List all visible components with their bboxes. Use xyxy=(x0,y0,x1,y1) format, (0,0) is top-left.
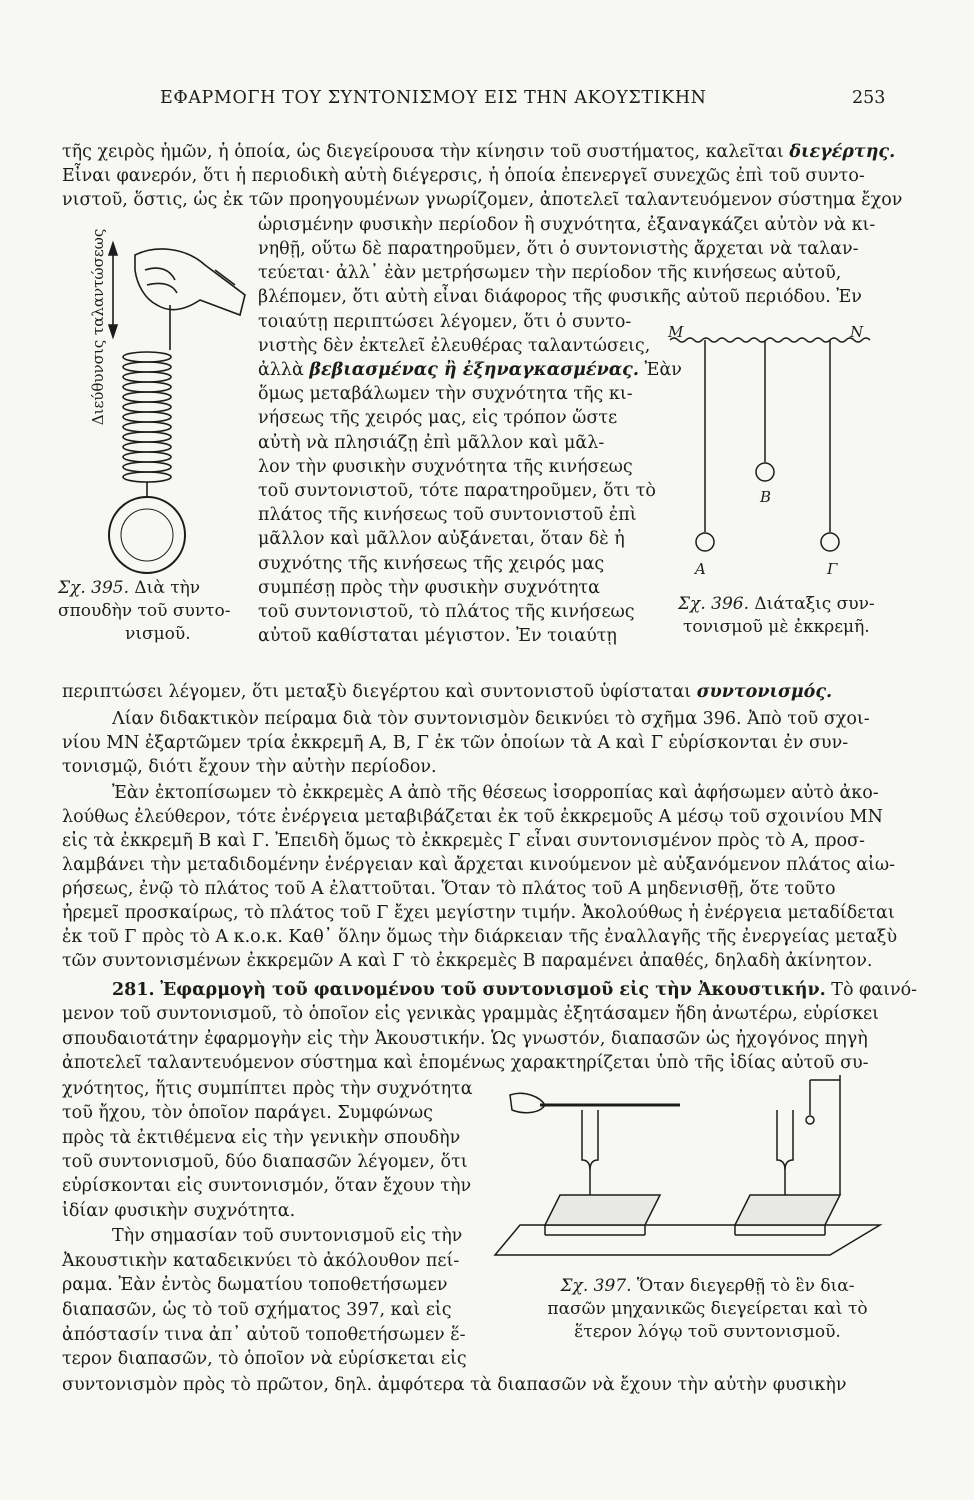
text-line: τοῦ συντονιστοῦ, τότε παρατηροῦμεν, ὅτι τὸ xyxy=(258,481,656,501)
figure-397-tuning-forks xyxy=(500,1075,900,1260)
fig-396-number: Σχ. 396. xyxy=(678,594,749,614)
text-line: πρὸς τὰ ἐκτιθέμενα εἰς τὴν γενικὴν σπουδὴν xyxy=(62,1128,461,1148)
text-line: λον τὴν φυσικὴν συχνότητα τῆς κινήσεως xyxy=(258,457,633,477)
text-line: τοῦ συντονισμοῦ, δύο διαπασῶν λέγομεν, ὅτι xyxy=(62,1152,468,1172)
text-line: ραμα. Ἐὰν ἐντὸς δωματίου τοποθετήσωμεν xyxy=(62,1275,448,1295)
text-line: βλέπομεν, ὅτι αὐτὴ εἶναι διάφορος τῆς φυσικῆς αὐτοῦ περιόδου. Ἐν xyxy=(258,287,862,307)
fig-396-label-m: Μ xyxy=(668,323,684,341)
term-forced-oscillations: βεβιασμένας ἢ ἐξηναγκασμένας. xyxy=(309,360,639,380)
text-line: τερον διαπασῶν, τὸ ὁποῖον νὰ εὑρίσκεται εἰς xyxy=(62,1349,467,1369)
text-line: Ἀκουστικὴν καταδεικνύει τὸ ἀκόλουθον πεί- xyxy=(62,1251,460,1271)
fig-395-side-label: Διεύθυνσις ταλαντώσεως xyxy=(89,228,107,426)
text-line: τῶν συντονισμένων ἐκκρεμῶν Α καὶ Γ τὸ ἐκκρεμὲς Β παραμένει ἀπαθές, δηλαδὴ ἀκίνητον. xyxy=(62,951,873,971)
text-line: νήσεως τῆς χειρός μας, εἰς τρόπον ὥστε xyxy=(258,408,618,428)
text-line: νίου ΜΝ ἐξαρτῶμεν τρία ἐκκρεμῆ Α, Β, Γ ἐκ τῶν ὁποίων τὰ Α καὶ Γ εὑρίσκονται ἐν συν- xyxy=(62,733,849,753)
text-line: ἠρεμεῖ προσκαίρως, τὸ πλάτος τοῦ Γ ἔχει μεγίστην τιμήν. Ἀκολούθως ἡ ἐνέργεια μεταδίδεται xyxy=(62,903,895,923)
text-line: ἀλλὰ βεβιασμένας ἢ ἐξηναγκασμένας. Ἐὰν xyxy=(258,360,682,380)
text-line: νηθῇ, οὕτω δὲ παρατηροῦμεν, ὅτι ὁ συντονιστὴς ἄρχεται νὰ ταλαν- xyxy=(258,239,859,259)
text-line: διαπασῶν, ὡς τὸ τοῦ σχήματος 397, καὶ εἰς xyxy=(62,1300,452,1320)
fig-397-caption-line-2: πασῶν μηχανικῶς διεγείρεται καὶ τὸ xyxy=(547,1299,868,1319)
text-line: λούθως ἐλεύθερον, τότε ἐνέργεια μεταβιβάζεται ἐκ τοῦ ἐκκρεμοῦς Α μέσῳ τοῦ σχοινίου ΜΝ xyxy=(62,807,883,827)
running-header xyxy=(0,88,974,118)
text-line: σπουδαιοτάτην ἐφαρμογὴν εἰς τὴν Ἀκουστικήν. Ὡς γνωστόν, διαπασῶν ὡς ἠχογόνος πηγὴ xyxy=(62,1029,868,1049)
fig-397-caption-line-3: ἕτερον λόγῳ τοῦ συντονισμοῦ. xyxy=(574,1322,841,1342)
text-line: τοῦ συντονιστοῦ, τὸ πλάτος τῆς κινήσεως xyxy=(258,602,635,622)
text-line: νιστὴς δὲν ἐκτελεῖ ἐλευθέρας ταλαντώσεις, xyxy=(258,336,651,356)
section-title: Ἐφαρμογὴ τοῦ φαινομένου τοῦ συντονισμοῦ εἰς τὴν Ἀκουστικήν. xyxy=(160,980,826,1000)
text-line: χνότητος, ἥτις συμπίπτει πρὸς τὴν συχνότητα xyxy=(62,1079,473,1099)
text-line: τεύεται· ἀλλ᾽ ἐὰν μετρήσωμεν τὴν περίοδον τῆς κινήσεως αὐτοῦ, xyxy=(258,263,842,283)
text-line: εὑρίσκονται εἰς συντονισμόν, ὅταν ἔχουν τὴν xyxy=(62,1176,472,1196)
fig-397-number: Σχ. 397. xyxy=(560,1276,632,1296)
fig-396-label-n: Ν xyxy=(850,323,864,341)
term-exciter: διεγέρτης. xyxy=(789,142,896,162)
text-line: νιστοῦ, ὅστις, ὡς ἐκ τῶν προηγουμένων γνωρίζομεν, ἀποτελεῖ ταλαντευόμενον σύστημα ἔχον xyxy=(62,190,903,210)
section-heading: 281. Ἐφαρμογὴ τοῦ φαινομένου τοῦ συντονισμοῦ εἰς τὴν Ἀκουστικήν. Τὸ φαινό- xyxy=(112,980,918,1000)
fig-396-label-b: Β xyxy=(760,488,772,506)
text-line: ρήσεως, ἐνῷ τὸ πλάτος τοῦ Α ἐλαττοῦται. Ὅταν τὸ πλάτος τοῦ Α μηδενισθῇ, ὅτε τοῦτο xyxy=(62,879,836,899)
fig-395-caption-line-3: νισμοῦ. xyxy=(125,624,191,644)
text-line: Τὴν σημασίαν τοῦ συντονισμοῦ εἰς τὴν xyxy=(112,1226,463,1246)
fig-396-label-g: Γ xyxy=(827,560,838,578)
text-line: τοιαύτῃ περιπτώσει λέγομεν, ὅτι ὁ συντο- xyxy=(258,312,632,332)
text-line: τῆς χειρὸς ἡμῶν, ἡ ὁποία, ὡς διεγείρουσα τὴν κίνησιν τοῦ συστήματος, καλεῖται διεγέρτης. xyxy=(62,142,896,162)
fig-397-caption-line-1: Σχ. 397. Ὅταν διεγερθῇ τὸ ἓν δια- xyxy=(560,1276,855,1296)
figure-396-pendulums xyxy=(660,320,900,580)
text-line: πλάτος τῆς κινήσεως τοῦ συντονιστοῦ ἐπὶ xyxy=(258,505,637,525)
section-number: 281. xyxy=(112,980,155,1000)
text-line: τονισμῷ, διότι ἔχουν τὴν αὐτὴν περίοδον. xyxy=(62,757,437,777)
running-title: ΕΦΑΡΜΟΓΗ ΤΟΥ ΣΥΝΤΟΝΙΣΜΟΥ ΕΙΣ ΤΗΝ ΑΚΟΥΣΤΙΚΗΝ xyxy=(160,88,707,108)
text-line: ὡρισμένην φυσικὴν περίοδον ἢ συχνότητα, ἐξαναγκάζει αὐτὸν νὰ κι- xyxy=(258,215,876,235)
text-line: περιπτώσει λέγομεν, ὅτι μεταξὺ διεγέρτου καὶ συντονιστοῦ ὑφίσταται συντονισμός. xyxy=(62,682,833,702)
fig-396-caption-line-1: Σχ. 396. Διάταξις συν- xyxy=(678,594,875,614)
text-line: λαμβάνει τὴν μεταδιδομένην ἐνέργειαν καὶ ἄρχεται κινούμενον μὲ αὐξανόμενον πλάτος αἰω- xyxy=(62,855,896,875)
fig-396-label-a: Α xyxy=(695,560,706,578)
text-line: ἀπόστασίν τινα ἀπ᾽ αὐτοῦ τοποθετήσωμεν ἕ- xyxy=(62,1325,466,1345)
text-line: τοῦ ἤχου, τὸν ὁποῖον παράγει. Συμφώνως xyxy=(62,1103,433,1123)
text-line: συμπέσῃ πρὸς τὴν φυσικὴν συχνότητα xyxy=(258,578,600,598)
text-line: ἰδίαν φυσικὴν συχνότητα. xyxy=(62,1201,296,1221)
text-line: ἀποτελεῖ ταλαντευόμενον σύστημα καὶ ἑπομένως χαρακτηρίζεται ὑπὸ τῆς ἰδίας αὐτοῦ συ- xyxy=(62,1053,869,1073)
text-line: Εἶναι φανερόν, ὅτι ἡ περιοδικὴ αὐτὴ διέγερσις, ἡ ὁποία ἐπενεργεῖ συνεχῶς ἐπὶ τοῦ συντο- xyxy=(62,166,865,186)
text-line: ὅμως μεταβάλωμεν τὴν συχνότητα τῆς κι- xyxy=(258,384,633,404)
fig-395-caption-line-1: Σχ. 395. Διὰ τὴν xyxy=(58,578,201,598)
text-line: εἰς τὰ ἐκκρεμῆ Β καὶ Γ. Ἐπειδὴ ὅμως τὸ ἐκκρεμὲς Γ εἶναι συντονισμένον πρὸς τὸ Α, προσ- xyxy=(62,831,865,851)
text-line: Ἐὰν ἐκτοπίσωμεν τὸ ἐκκρεμὲς Α ἀπὸ τῆς θέσεως ἰσορροπίας καὶ ἀφήσωμεν αὐτὸ ἀκο- xyxy=(112,783,879,803)
text-line: μενον τοῦ συντονισμοῦ, τὸ ὁποῖον εἰς γενικὰς γραμμὰς ἐξητάσαμεν ἤδη ἀνωτέρω, εὑρίσκει xyxy=(62,1004,879,1024)
text-line: ἐκ τοῦ Γ πρὸς τὸ Α κ.ο.κ. Καθ᾽ ὅλην ὅμως τὴν διάρκειαν τῆς ἐναλλαγῆς τῆς ἐνεργείας μεταξὺ xyxy=(62,927,898,947)
term-resonance: συντονισμός. xyxy=(696,682,833,702)
text-line: μᾶλλον καὶ μᾶλλον αὐξάνεται, ὅταν δὲ ἡ xyxy=(258,529,625,549)
text-line: συχνότης τῆς κινήσεως τῆς χειρός μας xyxy=(258,554,605,574)
fig-395-caption-line-2: σπουδὴν τοῦ συντο- xyxy=(58,601,231,621)
text-line: αὐτοῦ καθίσταται μέγιστον. Ἐν τοιαύτῃ xyxy=(258,626,617,646)
text-line: αὐτὴ νὰ πλησιάζῃ ἐπὶ μᾶλλον καὶ μᾶλ- xyxy=(258,433,605,453)
fig-395-number: Σχ. 395. xyxy=(58,578,129,598)
text-line: συντονισμὸν πρὸς τὸ πρῶτον, δηλ. ἀμφότερα τὰ διαπασῶν νὰ ἔχουν τὴν αὐτὴν φυσικὴν xyxy=(62,1375,847,1395)
page-number: 253 xyxy=(852,88,886,108)
text-line: Λίαν διδακτικὸν πείραμα διὰ τὸν συντονισμὸν δεικνύει τὸ σχῆμα 396. Ἀπὸ τοῦ σχοι- xyxy=(112,709,870,729)
fig-396-caption-line-2: τονισμοῦ μὲ ἐκκρεμῆ. xyxy=(683,617,870,637)
